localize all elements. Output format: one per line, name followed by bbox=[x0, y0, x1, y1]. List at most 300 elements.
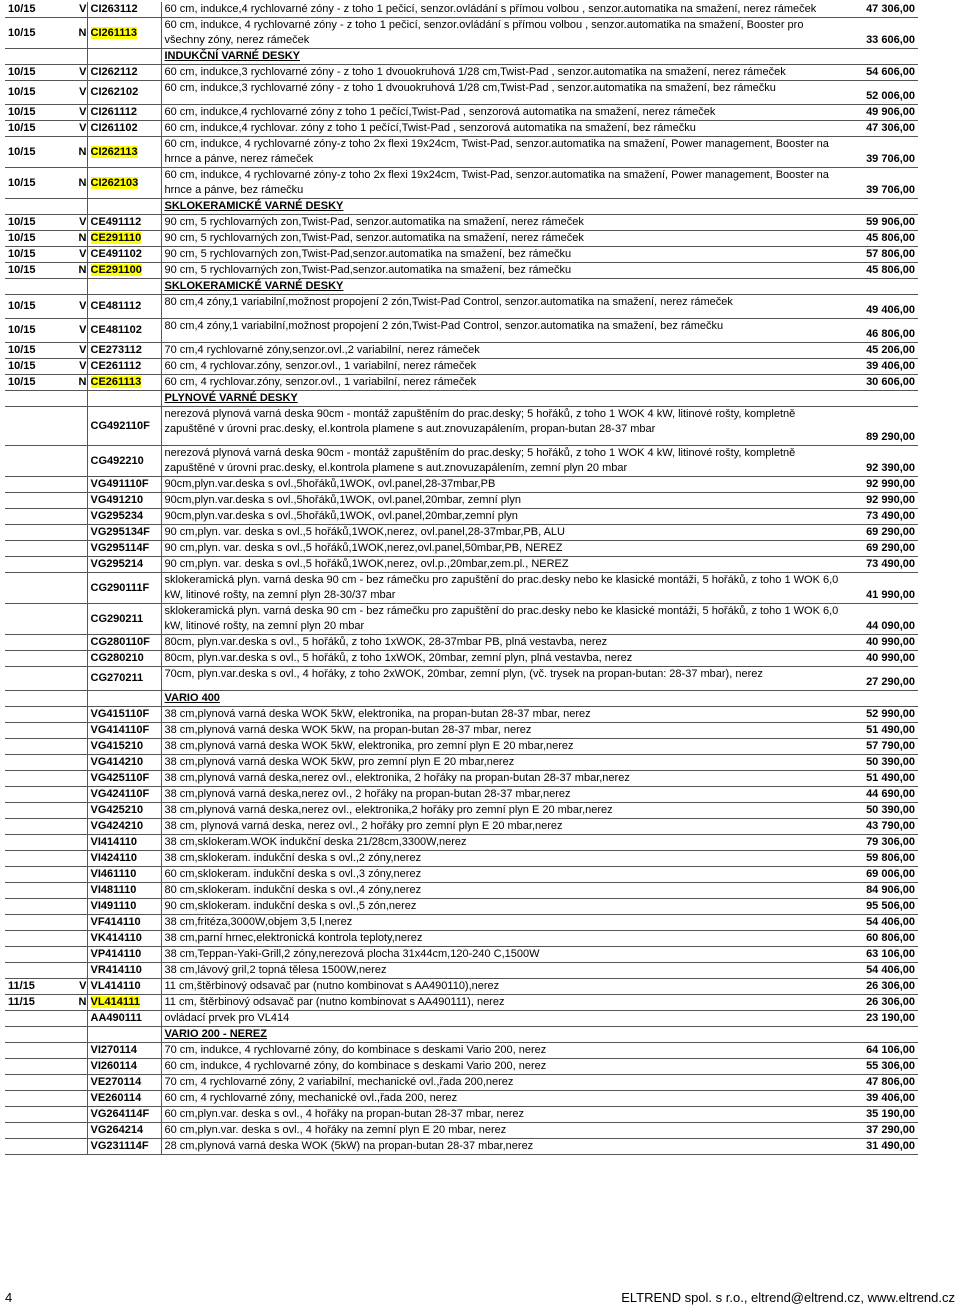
row-flag bbox=[53, 707, 87, 723]
section-spacer bbox=[53, 691, 87, 707]
product-row bbox=[5, 263, 918, 279]
row-date bbox=[5, 573, 53, 604]
product-row bbox=[5, 995, 918, 1011]
product-description: 90 cm, 5 rychlovarných zon,Twist-Pad, senzor.automatika na smažení, nerez rámeček bbox=[161, 215, 844, 231]
product-row bbox=[5, 707, 918, 723]
product-code: VI481110 bbox=[90, 884, 137, 896]
product-code: VG425210 bbox=[90, 804, 144, 816]
row-flag bbox=[53, 771, 87, 787]
row-code bbox=[87, 557, 161, 573]
section-spacer bbox=[87, 1027, 161, 1043]
row-flag bbox=[53, 651, 87, 667]
product-price: 69 290,00 bbox=[866, 542, 915, 554]
product-description: 28 cm,plynová varná deska WOK (5kW) na propan-butan 28-37 mbar,nerez bbox=[161, 1139, 844, 1155]
row-flag bbox=[53, 573, 87, 604]
product-description: ovládací prvek pro VL414 bbox=[161, 1011, 844, 1027]
product-row bbox=[5, 231, 918, 247]
row-flag bbox=[53, 1059, 87, 1075]
product-price: 50 390,00 bbox=[866, 756, 915, 768]
row-flag bbox=[53, 1091, 87, 1107]
product-price: 39 406,00 bbox=[866, 360, 915, 372]
row-date bbox=[5, 899, 53, 915]
product-row bbox=[5, 295, 918, 319]
product-row bbox=[5, 247, 918, 263]
price-table bbox=[5, 2, 918, 1155]
row-code bbox=[87, 899, 161, 915]
product-code: VG491210 bbox=[90, 494, 144, 506]
product-code: AA490111 bbox=[90, 1012, 142, 1024]
row-code bbox=[87, 1123, 161, 1139]
product-code: CE291100 bbox=[90, 264, 142, 276]
section-spacer bbox=[5, 1027, 53, 1043]
product-price: 27 290,00 bbox=[866, 676, 915, 688]
section-spacer bbox=[53, 279, 87, 295]
product-code: CG270211 bbox=[90, 672, 144, 684]
row-date: 10/15 bbox=[8, 145, 36, 158]
row-code bbox=[87, 1043, 161, 1059]
row-date bbox=[5, 509, 53, 525]
section-title bbox=[161, 1027, 844, 1043]
row-flag bbox=[53, 525, 87, 541]
product-row bbox=[5, 771, 918, 787]
product-description: 38 cm,plynová varná deska WOK 5kW, elektronika, pro zemní plyn E 20 mbar,nerez bbox=[161, 739, 844, 755]
product-description: 60 cm, 4 rychlovarné zóny, mechanické ovl.,řada 200, nerez bbox=[161, 1091, 844, 1107]
company-contact: ELTREND spol. s r.o., eltrend@eltrend.cz, www.eltrend.cz bbox=[621, 1290, 955, 1305]
row-date: 10/15 bbox=[8, 66, 36, 78]
product-description: 90 cm,plyn. var. deska s ovl.,5 hořáků,1WOK,nerez, ovl.p.,20mbar,zem.pl., NEREZ bbox=[161, 557, 844, 573]
product-price: 33 606,00 bbox=[866, 34, 915, 46]
product-price: 55 306,00 bbox=[866, 1060, 915, 1072]
product-price: 51 490,00 bbox=[866, 724, 915, 736]
row-code bbox=[87, 247, 161, 263]
row-code bbox=[87, 931, 161, 947]
row-flag-text: N bbox=[78, 996, 87, 1008]
product-code: VK414110 bbox=[90, 932, 142, 944]
section-spacer bbox=[53, 391, 87, 407]
row-code bbox=[87, 65, 161, 81]
section-spacer bbox=[87, 691, 161, 707]
product-price: 79 306,00 bbox=[866, 836, 915, 848]
row-code bbox=[87, 319, 161, 343]
product-price: 89 290,00 bbox=[866, 431, 915, 443]
row-code bbox=[87, 231, 161, 247]
product-description: 90 cm, 5 rychlovarných zon,Twist-Pad, senzor.automatika na smažení, nerez rámeček bbox=[161, 231, 844, 247]
row-flag bbox=[53, 65, 87, 81]
product-row bbox=[5, 359, 918, 375]
product-price: 39 406,00 bbox=[866, 1092, 915, 1104]
row-code bbox=[87, 947, 161, 963]
row-flag bbox=[53, 295, 87, 319]
product-code: VI491110 bbox=[90, 900, 137, 912]
product-row bbox=[5, 81, 918, 105]
row-date bbox=[5, 477, 53, 493]
product-code: VG295214 bbox=[90, 558, 144, 570]
product-row bbox=[5, 509, 918, 525]
row-date bbox=[5, 525, 53, 541]
product-row bbox=[5, 883, 918, 899]
product-description: 90cm,plyn.var.deska s ovl.,5hořáků,1WOK, ovl.panel,20mbar, zemní plyn bbox=[161, 493, 844, 509]
product-code: VE260114 bbox=[90, 1092, 142, 1104]
product-price: 37 290,00 bbox=[866, 1124, 915, 1136]
product-description: 38 cm,plynová varná deska WOK 5kW, pro zemní plyn E 20 mbar,nerez bbox=[161, 755, 844, 771]
section-title bbox=[161, 391, 844, 407]
product-description: 60 cm, indukce,4 rychlovar. zóny z toho 1 pečící,Twist-Pad , senzorová automatika na smažení, bez rámečku bbox=[161, 121, 844, 137]
row-flag-text: V bbox=[79, 66, 87, 78]
product-price: 57 790,00 bbox=[866, 740, 915, 752]
row-flag bbox=[53, 493, 87, 509]
product-code: CE491112 bbox=[90, 216, 142, 228]
row-date: 10/15 bbox=[8, 86, 36, 98]
product-code: VG414210 bbox=[90, 756, 144, 768]
row-date bbox=[5, 1011, 53, 1027]
row-date: 10/15 bbox=[8, 3, 36, 15]
product-row bbox=[5, 477, 918, 493]
product-row bbox=[5, 105, 918, 121]
product-code: CE261112 bbox=[90, 360, 142, 372]
product-price: 23 190,00 bbox=[866, 1012, 915, 1024]
product-price: 69 290,00 bbox=[866, 526, 915, 538]
product-row bbox=[5, 525, 918, 541]
row-flag bbox=[53, 915, 87, 931]
product-row bbox=[5, 65, 918, 81]
section-spacer bbox=[844, 279, 918, 295]
product-price: 63 106,00 bbox=[866, 948, 915, 960]
row-flag-text: V bbox=[79, 122, 87, 134]
row-flag-text: V bbox=[79, 360, 87, 372]
row-date: 10/15 bbox=[8, 26, 36, 39]
row-date bbox=[5, 1123, 53, 1139]
row-flag-text: V bbox=[79, 344, 87, 356]
product-code: CI261113 bbox=[90, 26, 137, 39]
row-flag-text: N bbox=[78, 376, 87, 388]
row-code bbox=[87, 1059, 161, 1075]
product-description: 38 cm,plynová varná deska,nerez ovl., elektronika,2 hořáky pro zemní plyn E 20 mbar,nerez bbox=[161, 803, 844, 819]
section-spacer bbox=[5, 691, 53, 707]
product-price: 45 806,00 bbox=[866, 232, 915, 244]
row-code bbox=[87, 1091, 161, 1107]
product-code: VI270114 bbox=[90, 1044, 137, 1056]
row-flag bbox=[53, 1011, 87, 1027]
row-date bbox=[5, 541, 53, 557]
product-price: 47 306,00 bbox=[866, 3, 915, 15]
product-code: CE273112 bbox=[90, 344, 142, 356]
product-code: CE261113 bbox=[90, 376, 142, 388]
row-code bbox=[87, 739, 161, 755]
row-flag bbox=[53, 1139, 87, 1155]
row-flag-text: V bbox=[79, 216, 87, 228]
section-spacer bbox=[844, 199, 918, 215]
row-date bbox=[5, 604, 53, 635]
product-description: 90 cm, 5 rychlovarných zon,Twist-Pad,senzor.automatika na smažení, bez rámečku bbox=[161, 263, 844, 279]
row-date bbox=[5, 1043, 53, 1059]
product-price: 59 906,00 bbox=[866, 216, 915, 228]
row-code bbox=[87, 573, 161, 604]
section-title bbox=[161, 691, 844, 707]
product-code: CG492210 bbox=[90, 454, 144, 467]
product-price: 73 490,00 bbox=[866, 558, 915, 570]
row-flag bbox=[53, 557, 87, 573]
product-code: VG491110F bbox=[90, 478, 149, 490]
product-code: CI262112 bbox=[90, 66, 138, 78]
product-description: 70 cm,4 rychlovarné zóny,senzor.ovl.,2 variabilní, nerez rámeček bbox=[161, 343, 844, 359]
product-code: VI260114 bbox=[90, 1060, 137, 1072]
row-flag bbox=[53, 635, 87, 651]
product-row bbox=[5, 1011, 918, 1027]
row-flag bbox=[53, 755, 87, 771]
row-date: 10/15 bbox=[8, 376, 36, 388]
row-date bbox=[5, 819, 53, 835]
row-flag bbox=[53, 375, 87, 391]
row-code bbox=[87, 667, 161, 691]
row-code bbox=[87, 963, 161, 979]
row-code bbox=[87, 1107, 161, 1123]
section-spacer bbox=[53, 199, 87, 215]
product-price: 92 990,00 bbox=[866, 478, 915, 490]
product-price: 92 390,00 bbox=[866, 462, 915, 474]
product-description: sklokeramická plyn. varná deska 90 cm - bez rámečku pro zapuštění do prac.desky nebo ke klasické montáži, 5 hořáků, z toho 1 WOK 6,0 kW, litinové rošty, na zemní plyn 28-30/37 mbar bbox=[161, 573, 844, 604]
row-date bbox=[5, 446, 53, 477]
product-description: 90 cm,sklokeram. indukční deska s ovl.,5 zón,nerez bbox=[161, 899, 844, 915]
product-price: 45 206,00 bbox=[866, 344, 915, 356]
product-description: 38 cm,plynová varná deska WOK 5kW, na propan-butan 28-37 mbar, nerez bbox=[161, 723, 844, 739]
row-code bbox=[87, 105, 161, 121]
product-description: 11 cm, štěrbinový odsavač par (nutno kombinovat s AA490111), nerez bbox=[161, 995, 844, 1011]
row-date bbox=[5, 557, 53, 573]
row-code bbox=[87, 787, 161, 803]
row-code bbox=[87, 2, 161, 18]
product-price: 54 406,00 bbox=[866, 964, 915, 976]
row-flag bbox=[53, 883, 87, 899]
product-row bbox=[5, 541, 918, 557]
row-code bbox=[87, 755, 161, 771]
product-price: 54 406,00 bbox=[866, 916, 915, 928]
product-price: 57 806,00 bbox=[866, 248, 915, 260]
row-code bbox=[87, 121, 161, 137]
product-description: 90cm,plyn.var.deska s ovl.,5hořáků,1WOK, ovl.panel,20mbar,zemní plyn bbox=[161, 509, 844, 525]
product-description: 80cm, plyn.var.deska s ovl., 5 hořáků, z toho 1xWOK, 20mbar, zemní plyn, plná vestavba, nerez bbox=[161, 651, 844, 667]
row-date: 10/15 bbox=[8, 300, 36, 312]
row-flag bbox=[53, 407, 87, 446]
product-code: VL414110 bbox=[90, 980, 141, 992]
product-row bbox=[5, 215, 918, 231]
product-price: 40 990,00 bbox=[866, 636, 915, 648]
row-date bbox=[5, 787, 53, 803]
row-code bbox=[87, 359, 161, 375]
row-flag bbox=[53, 979, 87, 995]
product-description: 38 cm,Teppan-Yaki-Grill,2 zóny,nerezová plocha 31x44cm,120-240 C,1500W bbox=[161, 947, 844, 963]
row-code bbox=[87, 867, 161, 883]
product-description: 60 cm,plyn.var. deska s ovl., 4 hořáky na propan-butan 28-37 mbar, nerez bbox=[161, 1107, 844, 1123]
product-price: 95 506,00 bbox=[866, 900, 915, 912]
row-flag bbox=[53, 1075, 87, 1091]
row-flag-text: N bbox=[78, 264, 87, 276]
row-date bbox=[5, 931, 53, 947]
row-code bbox=[87, 18, 161, 49]
product-price: 26 306,00 bbox=[866, 996, 915, 1008]
row-flag bbox=[53, 723, 87, 739]
row-flag bbox=[53, 359, 87, 375]
product-price: 30 606,00 bbox=[866, 376, 915, 388]
section-header-row bbox=[5, 279, 918, 295]
row-code bbox=[87, 723, 161, 739]
product-code: VI414110 bbox=[90, 836, 137, 848]
row-code bbox=[87, 803, 161, 819]
product-code: VI424110 bbox=[90, 852, 137, 864]
row-code bbox=[87, 295, 161, 319]
row-code bbox=[87, 819, 161, 835]
row-date bbox=[5, 723, 53, 739]
row-date: 10/15 bbox=[8, 232, 36, 244]
product-description: sklokeramická plyn. varná deska 90 cm - bez rámečku pro zapuštění do prac.desky nebo ke klasické montáži, 5 hořáků, z toho 1 WOK 6,0 kW, litinové rošty, na zemní plyn 20 mbar bbox=[161, 604, 844, 635]
section-spacer bbox=[53, 1027, 87, 1043]
product-row bbox=[5, 947, 918, 963]
product-description: 60 cm, indukce,3 rychlovarné zóny - z toho 1 dvouokruhová 1/28 cm,Twist-Pad , senzor.automatika na smažení, nerez rámeček bbox=[161, 65, 844, 81]
product-code: VG415210 bbox=[90, 740, 144, 752]
row-date bbox=[5, 883, 53, 899]
product-code: CG280110F bbox=[90, 636, 150, 648]
product-row bbox=[5, 493, 918, 509]
product-description: 38 cm,parní hrnec,elektronická kontrola teploty,nerez bbox=[161, 931, 844, 947]
price-list bbox=[5, 2, 918, 1155]
row-code bbox=[87, 215, 161, 231]
product-price: 41 990,00 bbox=[866, 589, 915, 601]
product-code: VG264214 bbox=[90, 1124, 144, 1136]
row-flag bbox=[53, 1123, 87, 1139]
row-flag bbox=[53, 963, 87, 979]
product-description: 70 cm, indukce, 4 rychlovarné zóny, do kombinace s deskami Vario 200, nerez bbox=[161, 1043, 844, 1059]
row-date bbox=[5, 493, 53, 509]
row-flag-text: V bbox=[79, 86, 87, 98]
product-row bbox=[5, 446, 918, 477]
product-row bbox=[5, 723, 918, 739]
product-description: 38 cm,plynová varná deska,nerez ovl., elektronika, 2 hořáky na propan-butan 28-37 mbar,nerez bbox=[161, 771, 844, 787]
section-title-text: VARIO 200 - NEREZ bbox=[164, 1028, 267, 1040]
product-price: 47 806,00 bbox=[866, 1076, 915, 1088]
product-description: 38 cm,fritéza,3000W,objem 3,5 l,nerez bbox=[161, 915, 844, 931]
row-flag bbox=[53, 343, 87, 359]
row-flag-text: N bbox=[78, 232, 87, 244]
row-flag bbox=[53, 247, 87, 263]
row-flag bbox=[53, 1043, 87, 1059]
product-price: 52 990,00 bbox=[866, 708, 915, 720]
row-code bbox=[87, 915, 161, 931]
product-code: VG295114F bbox=[90, 542, 150, 554]
product-code: VG424210 bbox=[90, 820, 144, 832]
product-row bbox=[5, 851, 918, 867]
product-row bbox=[5, 604, 918, 635]
product-code: CI262102 bbox=[90, 86, 139, 98]
section-spacer bbox=[5, 391, 53, 407]
row-code bbox=[87, 604, 161, 635]
product-description: 90cm,plyn.var.deska s ovl.,5hořáků,1WOK, ovl.panel,28-37mbar,PB bbox=[161, 477, 844, 493]
product-price: 40 990,00 bbox=[866, 652, 915, 664]
section-spacer bbox=[5, 199, 53, 215]
row-flag bbox=[53, 81, 87, 105]
product-code: CI261102 bbox=[90, 122, 138, 134]
product-code: CE491102 bbox=[90, 248, 142, 260]
product-row bbox=[5, 963, 918, 979]
product-description: 60 cm, 4 rychlovar.zóny, senzor.ovl., 1 variabilní, nerez rámeček bbox=[161, 359, 844, 375]
product-description: 38 cm,sklokeram.WOK indukční deska 21/28cm,3300W,nerez bbox=[161, 835, 844, 851]
product-row bbox=[5, 835, 918, 851]
product-row bbox=[5, 375, 918, 391]
section-title bbox=[161, 279, 844, 295]
row-flag-text: V bbox=[79, 324, 87, 336]
row-flag bbox=[53, 263, 87, 279]
product-price: 35 190,00 bbox=[866, 1108, 915, 1120]
row-date bbox=[5, 915, 53, 931]
product-price: 43 790,00 bbox=[866, 820, 915, 832]
row-code bbox=[87, 883, 161, 899]
product-price: 44 090,00 bbox=[866, 620, 915, 632]
product-row bbox=[5, 1043, 918, 1059]
row-date: 11/15 bbox=[8, 980, 35, 992]
product-price: 50 390,00 bbox=[866, 804, 915, 816]
row-code bbox=[87, 168, 161, 199]
product-row bbox=[5, 931, 918, 947]
row-date: 10/15 bbox=[8, 264, 36, 276]
section-spacer bbox=[87, 199, 161, 215]
section-title bbox=[161, 49, 844, 65]
product-description: 60 cm, 4 rychlovar.zóny, senzor.ovl., 1 variabilní, nerez rámeček bbox=[161, 375, 844, 391]
product-price: 31 490,00 bbox=[866, 1140, 915, 1152]
row-code bbox=[87, 1011, 161, 1027]
row-date: 10/15 bbox=[8, 216, 36, 228]
product-description: 60 cm, indukce, 4 rychlovarné zóny-z toho 2x flexi 19x24cm, Twist-Pad, senzor.automatika na smažení, Power management, Booster na hrnce a pánve, bez rámečku bbox=[161, 168, 844, 199]
product-row bbox=[5, 915, 918, 931]
product-description: 60 cm, indukce,3 rychlovarné zóny - z toho 1 dvouokruhová 1/28 cm,Twist-Pad , senzor.automatika na smažení, bez rámečku bbox=[161, 81, 844, 105]
row-flag bbox=[53, 231, 87, 247]
row-flag-text: N bbox=[78, 26, 87, 39]
product-description: 38 cm,lávový gril,2 topná tělesa 1500W,nerez bbox=[161, 963, 844, 979]
product-description: 11 cm,štěrbinový odsavač par (nutno kombinovat s AA490110),nerez bbox=[161, 979, 844, 995]
row-code bbox=[87, 137, 161, 168]
row-flag bbox=[53, 835, 87, 851]
product-description: 90 cm,plyn. var. deska s ovl.,5 hořáků,1WOK,nerez,ovl.panel,50mbar,PB, NEREZ bbox=[161, 541, 844, 557]
product-code: VP414110 bbox=[90, 948, 142, 960]
section-spacer bbox=[5, 279, 53, 295]
product-row bbox=[5, 1075, 918, 1091]
section-title-text: INDUKČNÍ VARNÉ DESKY bbox=[164, 50, 300, 62]
product-code: CG492110F bbox=[90, 419, 150, 432]
row-code bbox=[87, 493, 161, 509]
page-number: 4 bbox=[5, 1290, 13, 1305]
product-row bbox=[5, 1107, 918, 1123]
row-flag-text: V bbox=[79, 980, 87, 992]
product-row bbox=[5, 979, 918, 995]
row-code bbox=[87, 407, 161, 446]
row-date bbox=[5, 963, 53, 979]
product-price: 51 490,00 bbox=[866, 772, 915, 784]
product-description: 38 cm,plynová varná deska,nerez ovl., 2 hořáky na propan-butan 28-37 mbar,nerez bbox=[161, 787, 844, 803]
row-flag-text: V bbox=[79, 300, 87, 312]
row-code bbox=[87, 851, 161, 867]
section-title-text: PLYNOVÉ VARNÉ DESKY bbox=[164, 392, 298, 404]
row-flag bbox=[53, 947, 87, 963]
row-flag-text: N bbox=[78, 176, 87, 189]
row-date: 11/15 bbox=[8, 996, 35, 1008]
product-code: CG280210 bbox=[90, 652, 144, 664]
row-date bbox=[5, 867, 53, 883]
product-price: 49 406,00 bbox=[866, 304, 915, 316]
product-code: VG424110F bbox=[90, 788, 150, 800]
section-title-text: VARIO 400 bbox=[164, 692, 220, 704]
product-description: 60 cm, indukce, 4 rychlovarné zóny - z toho 1 pečicí, senzor.ovládání s přímou volbou , senzor.automatika na smažení, Booster pro všechny zóny, nerez rámeček bbox=[161, 18, 844, 49]
row-date: 10/15 bbox=[8, 176, 36, 189]
row-flag-text: V bbox=[79, 106, 87, 118]
product-description: 60 cm, indukce, 4 rychlovarné zóny, do kombinace s deskami Vario 200, nerez bbox=[161, 1059, 844, 1075]
product-description: 60 cm,sklokeram. indukční deska s ovl.,3 zóny,nerez bbox=[161, 867, 844, 883]
